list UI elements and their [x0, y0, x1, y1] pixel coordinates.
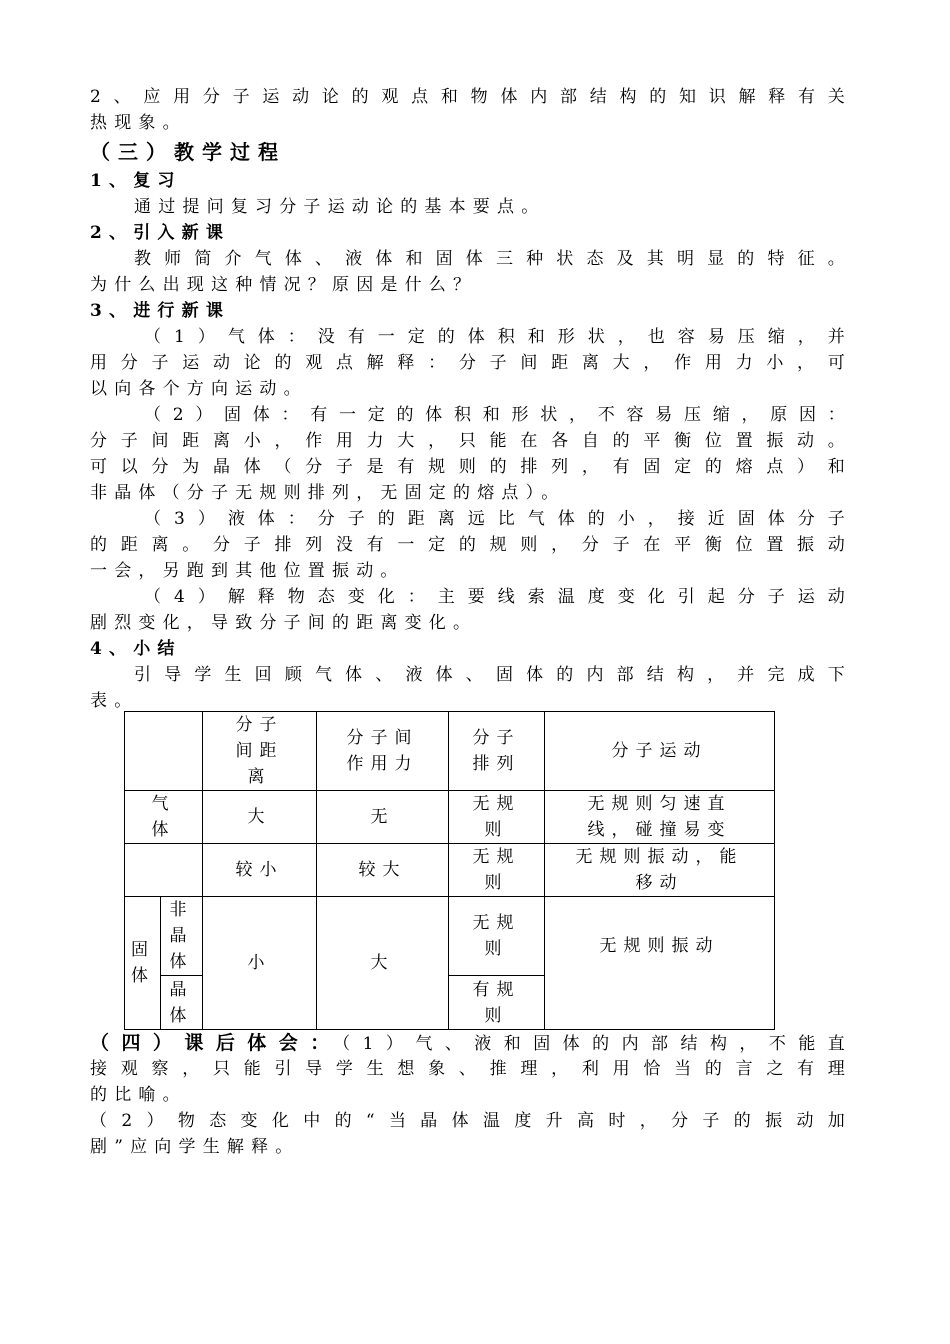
header-motion: 分子运动: [545, 712, 775, 791]
table-header-row: [125, 712, 775, 791]
molecular-structure-table: [124, 711, 775, 1030]
crystal-label: 晶体: [161, 976, 203, 1030]
gas-force: 无: [317, 791, 449, 844]
amorphous-arrangement: 无规则: [449, 897, 545, 976]
solid-force: 大: [317, 897, 449, 1030]
solid-distance: 小: [203, 897, 317, 1030]
document-body: [90, 84, 852, 714]
header-distance: 分子间距离: [203, 712, 317, 791]
gas-arrangement: 无规则: [449, 791, 545, 844]
header-empty-cell: [125, 712, 203, 791]
step-4-heading: 4、小结: [90, 639, 182, 659]
gas-paragraph-line-1: （1）气体：没有一定的体积和形状，也容易压缩，并: [144, 327, 852, 347]
liquid-force: 较大: [317, 844, 449, 897]
header-arrangement: 分子排列: [449, 712, 545, 791]
liquid-label: [125, 844, 203, 897]
section-4-line-1: [90, 1030, 852, 1056]
step-4-line-2: 表。: [90, 691, 139, 711]
section-4: [90, 1030, 852, 1160]
solid-paragraph-line-2: 分子间距离小，作用力大，只能在各自的平衡位置振动。: [90, 431, 852, 451]
state-change-paragraph-line-1: （4）解释物态变化：主要线索温度变化引起分子运动: [144, 587, 852, 607]
liquid-motion: 无规则振动，能移动: [545, 844, 775, 897]
header-force: 分子间作用力: [317, 712, 449, 791]
objective-2-line-1: 2、应用分子运动论的观点和物体内部结构的知识解释有关: [90, 87, 852, 107]
liquid-arrangement: 无规则: [449, 844, 545, 897]
gas-label: 气体: [125, 791, 203, 844]
crystal-arrangement: 有规则: [449, 976, 545, 1030]
gas-paragraph-line-3: 以向各个方向运动。: [90, 379, 308, 399]
table-row-liquid: [125, 844, 775, 897]
gas-motion: 无规则匀速直线，碰撞易变: [545, 791, 775, 844]
gas-paragraph-line-2: 用分子运动论的观点解释：分子间距离大，作用力小，可: [90, 353, 852, 373]
section-4-line-2: 接观察，只能引导学生想象、推理，利用恰当的言之有理: [90, 1059, 852, 1079]
step-3-heading: 3、进行新课: [90, 301, 231, 321]
solid-label: 固体: [125, 897, 161, 1030]
section-4-line-5: 剧”应向学生解释。: [90, 1137, 300, 1157]
section-4-line-3: 的比喻。: [90, 1085, 187, 1105]
liquid-paragraph-line-1: （3）液体：分子的距离远比气体的小，接近固体分子: [144, 509, 852, 529]
amorphous-label: 非晶体: [161, 897, 203, 976]
step-2-heading: 2、引入新课: [90, 223, 231, 243]
step-4-line-1: 引导学生回顾气体、液体、固体的内部结构，并完成下: [134, 665, 852, 685]
section-4-line-4: （2）物态变化中的“当晶体温度升高时，分子的振动加: [90, 1111, 852, 1131]
gas-distance: 大: [203, 791, 317, 844]
liquid-paragraph-line-2: 的距离。分子排列没有一定的规则，分子在平衡位置振动: [90, 535, 852, 555]
step-2-line-2: 为什么出现这种情况？原因是什么？: [90, 275, 478, 295]
solid-motion: 无规则振动: [545, 897, 775, 1030]
step-1-heading: 1、复习: [90, 171, 182, 191]
liquid-paragraph-line-3: 一会，另跑到其他位置振动。: [90, 561, 405, 581]
table-row-amorphous: [125, 897, 775, 976]
solid-paragraph-line-1: （2）固体：有一定的体积和形状，不容易压缩，原因：: [144, 405, 852, 425]
objective-2-line-2: 热现象。: [90, 113, 187, 133]
liquid-distance: 较小: [203, 844, 317, 897]
solid-paragraph-line-3: 可以分为晶体（分子是有规则的排列，有固定的熔点）和: [90, 457, 852, 477]
state-change-paragraph-line-2: 剧烈变化，导致分子间的距离变化。: [90, 613, 478, 633]
section-4-line-1-text: （1）气、液和固体的内部结构，不能直: [341, 1034, 852, 1054]
step-2-line-1: 教师简介气体、液体和固体三种状态及其明显的特征。: [134, 249, 852, 269]
table-row-gas: [125, 791, 775, 844]
step-1-text: 通过提问复习分子运动论的基本要点。: [134, 197, 546, 217]
solid-paragraph-line-4: 非晶体（分子无规则排列，无固定的熔点）。: [90, 483, 566, 503]
section-4-heading: （四）课后体会：: [90, 1032, 342, 1054]
section-3-heading: （三）教学过程: [90, 140, 286, 164]
